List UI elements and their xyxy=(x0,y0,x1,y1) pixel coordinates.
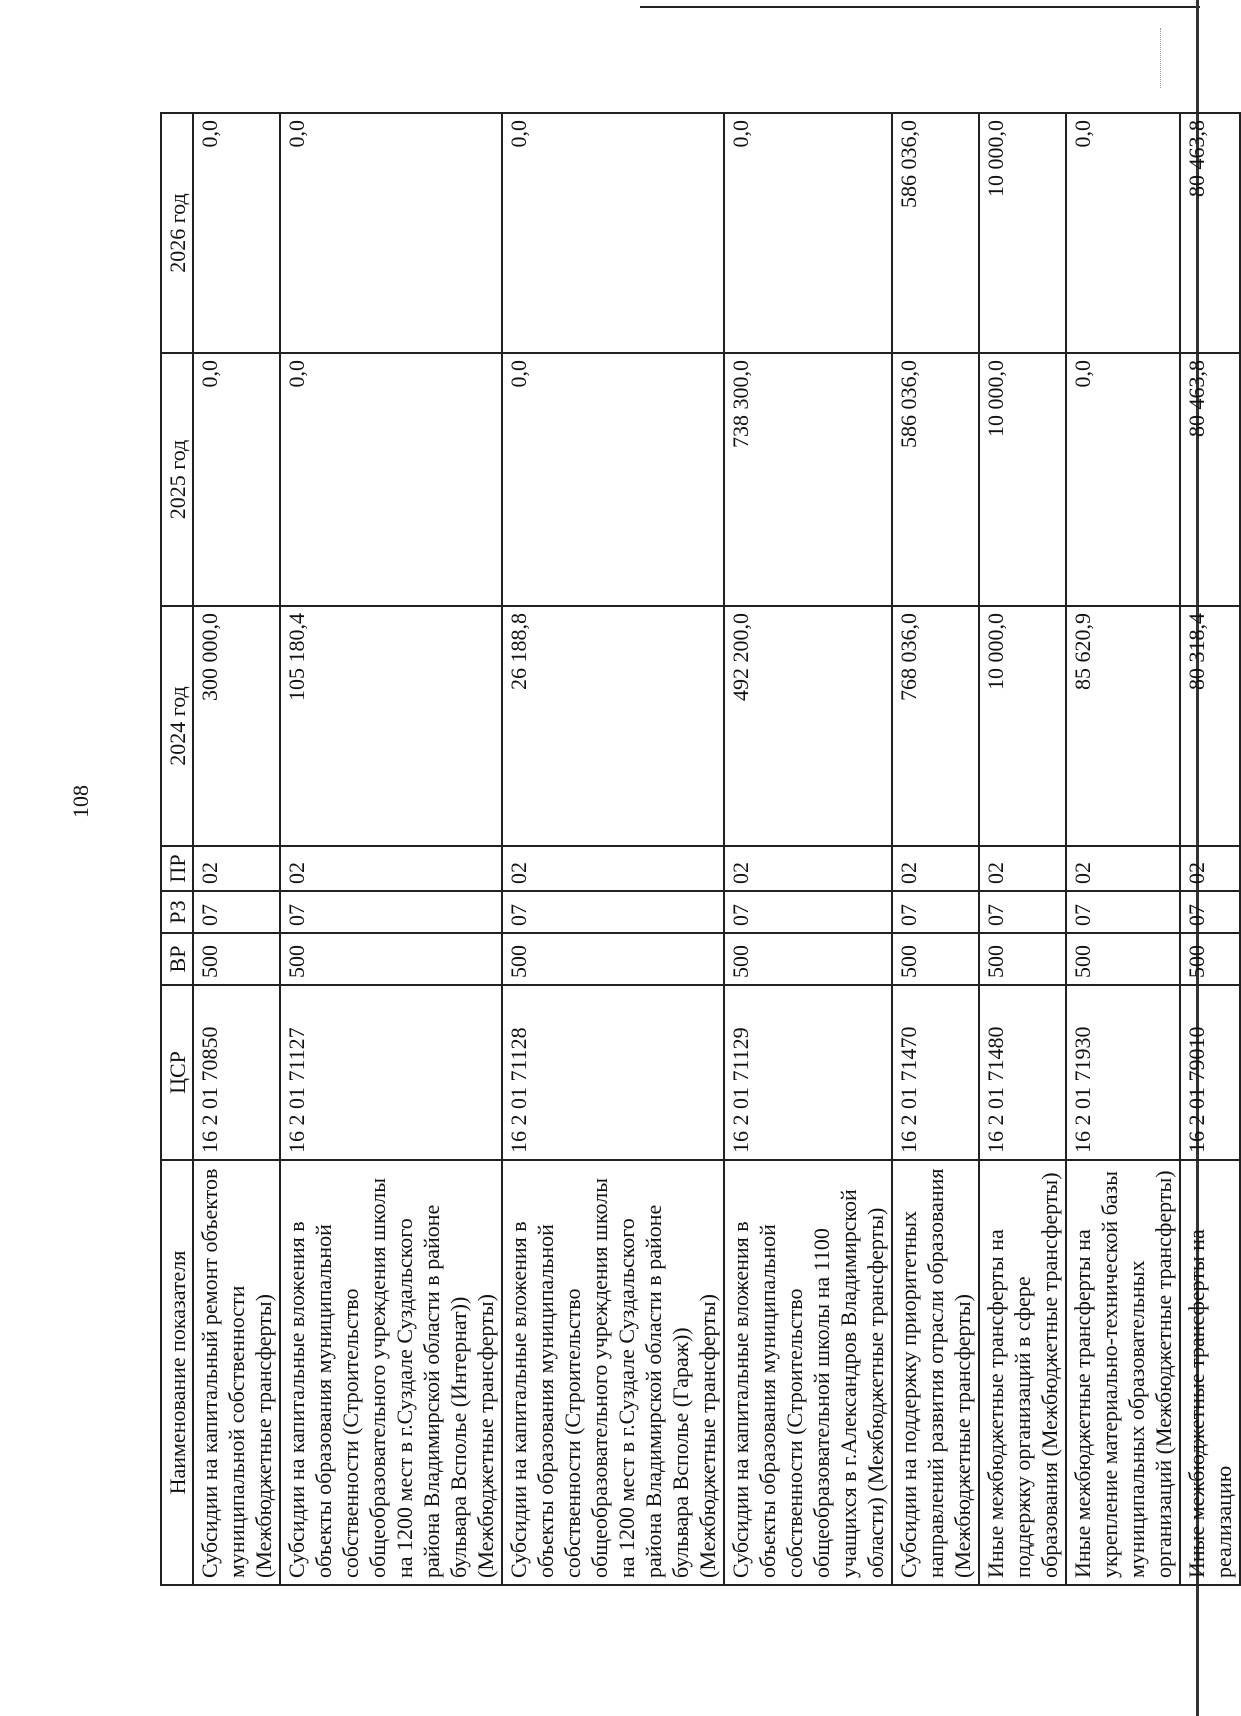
cell-2025: 0,0 xyxy=(1066,353,1180,606)
cell-csr: 16 2 01 70850 xyxy=(193,985,280,1160)
header-vr: ВР xyxy=(161,933,193,985)
cell-name: Субсидии на капитальные вложения в объекты образования муниципальной собственности (Строительство общеобразовательного учреждения школы на 1200 мест в г.Суздале Суздальского района Владимирской области в районе бульвара Всполье (Интернат)) (Межбюджетные трансферты) xyxy=(280,1160,502,1585)
cell-pr: 02 xyxy=(1066,846,1180,891)
cell-2025: 0,0 xyxy=(193,353,280,606)
header-csr: ЦСР xyxy=(161,985,193,1160)
cell-vr: 500 xyxy=(280,933,502,985)
header-2025: 2025 год xyxy=(161,353,193,606)
table-row xyxy=(979,113,1066,1585)
cell-vr: 500 xyxy=(892,933,979,985)
cell-vr: 500 xyxy=(979,933,1066,985)
cell-rz: 07 xyxy=(1066,891,1180,933)
cell-2024: 10 000,0 xyxy=(979,606,1066,846)
cell-2026: 0,0 xyxy=(724,113,892,353)
cell-2026: 0,0 xyxy=(193,113,280,353)
cell-vr: 500 xyxy=(1066,933,1180,985)
header-2024: 2024 год xyxy=(161,606,193,846)
cell-vr: 500 xyxy=(724,933,892,985)
table-row xyxy=(892,113,979,1585)
cell-name: Иные межбюджетные трансферты на поддержку организаций в сфере образования (Межбюджетные трансферты) xyxy=(979,1160,1066,1585)
cell-2025: 0,0 xyxy=(280,353,502,606)
cell-vr: 500 xyxy=(193,933,280,985)
table-row xyxy=(502,113,724,1585)
cell-name: Субсидии на капитальные вложения в объекты образования муниципальной собственности (Строительство общеобразовательной школы на 1100 учащихся в г.Александров Владимирской области) (Межбюджетные трансферты) xyxy=(724,1160,892,1585)
cell-2025: 586 036,0 xyxy=(892,353,979,606)
cell-rz: 07 xyxy=(724,891,892,933)
cell-csr: 16 2 01 71930 xyxy=(1066,985,1180,1160)
cell-csr: 16 2 01 71470 xyxy=(892,985,979,1160)
cell-csr: 16 2 01 79010 xyxy=(1180,985,1240,1160)
cell-name: Субсидии на капитальные вложения в объекты образования муниципальной собственности (Строительство общеобразовательного учреждения школы на 1200 мест в г.Суздале Суздальского района Владимирской области в районе бульвара Всполье (Гараж)) (Межбюджетные трансферты) xyxy=(502,1160,724,1585)
header-rz: РЗ xyxy=(161,891,193,933)
cell-vr: 500 xyxy=(502,933,724,985)
cell-2024: 26 188,8 xyxy=(502,606,724,846)
cell-name: Субсидии на поддержку приоритетных направлений развития отрасли образования (Межбюджетные трансферты) xyxy=(892,1160,979,1585)
cell-2025: 10 000,0 xyxy=(979,353,1066,606)
cell-rz: 07 xyxy=(502,891,724,933)
cell-2026: 0,0 xyxy=(280,113,502,353)
header-name: Наименование показателя xyxy=(161,1160,193,1585)
cell-rz: 07 xyxy=(892,891,979,933)
cell-2026: 586 036,0 xyxy=(892,113,979,353)
table-row xyxy=(193,113,280,1585)
cell-rz: 07 xyxy=(193,891,280,933)
cell-csr: 16 2 01 71127 xyxy=(280,985,502,1160)
header-2026: 2026 год xyxy=(161,113,193,353)
cell-name: Субсидии на капитальный ремонт объектов муниципальной собственности (Межбюджетные трансферты) xyxy=(193,1160,280,1585)
cell-2024: 105 180,4 xyxy=(280,606,502,846)
cell-2026: 80 463,8 xyxy=(1180,113,1240,353)
table-row xyxy=(724,113,892,1585)
header-pr: ПР xyxy=(161,846,193,891)
cell-vr: 500 xyxy=(1180,933,1240,985)
page-number: 108 xyxy=(68,785,93,818)
budget-table xyxy=(160,112,1241,1586)
cell-2026: 10 000,0 xyxy=(979,113,1066,353)
cell-name: Иные межбюджетные трансферты на реализацию xyxy=(1180,1160,1240,1585)
cell-csr: 16 2 01 71480 xyxy=(979,985,1066,1160)
rotated-table-container xyxy=(160,114,1236,1586)
cell-rz: 07 xyxy=(1180,891,1240,933)
cell-pr: 02 xyxy=(724,846,892,891)
table-row xyxy=(1180,113,1240,1585)
cell-2025: 80 463,8 xyxy=(1180,353,1240,606)
scan-border-top xyxy=(640,6,1200,8)
cell-rz: 07 xyxy=(280,891,502,933)
cell-pr: 02 xyxy=(979,846,1066,891)
cell-2024: 80 318,4 xyxy=(1180,606,1240,846)
cell-rz: 07 xyxy=(979,891,1066,933)
cell-2025: 0,0 xyxy=(502,353,724,606)
cell-2024: 300 000,0 xyxy=(193,606,280,846)
cell-2026: 0,0 xyxy=(502,113,724,353)
table-header-row xyxy=(161,113,193,1585)
cell-2024: 85 620,9 xyxy=(1066,606,1180,846)
cell-2024: 768 036,0 xyxy=(892,606,979,846)
table-row xyxy=(1066,113,1180,1585)
table-row xyxy=(280,113,502,1585)
cell-pr: 02 xyxy=(502,846,724,891)
cell-pr: 02 xyxy=(1180,846,1240,891)
cell-pr: 02 xyxy=(193,846,280,891)
cell-name: Иные межбюджетные трансферты на укрепление материально-технической базы муниципальных образовательных организаций (Межбюджетные трансферты) xyxy=(1066,1160,1180,1585)
cell-pr: 02 xyxy=(892,846,979,891)
cell-2026: 0,0 xyxy=(1066,113,1180,353)
scan-artifact xyxy=(1160,28,1171,88)
cell-csr: 16 2 01 71128 xyxy=(502,985,724,1160)
cell-2025: 738 300,0 xyxy=(724,353,892,606)
cell-2024: 492 200,0 xyxy=(724,606,892,846)
cell-pr: 02 xyxy=(280,846,502,891)
cell-csr: 16 2 01 71129 xyxy=(724,985,892,1160)
